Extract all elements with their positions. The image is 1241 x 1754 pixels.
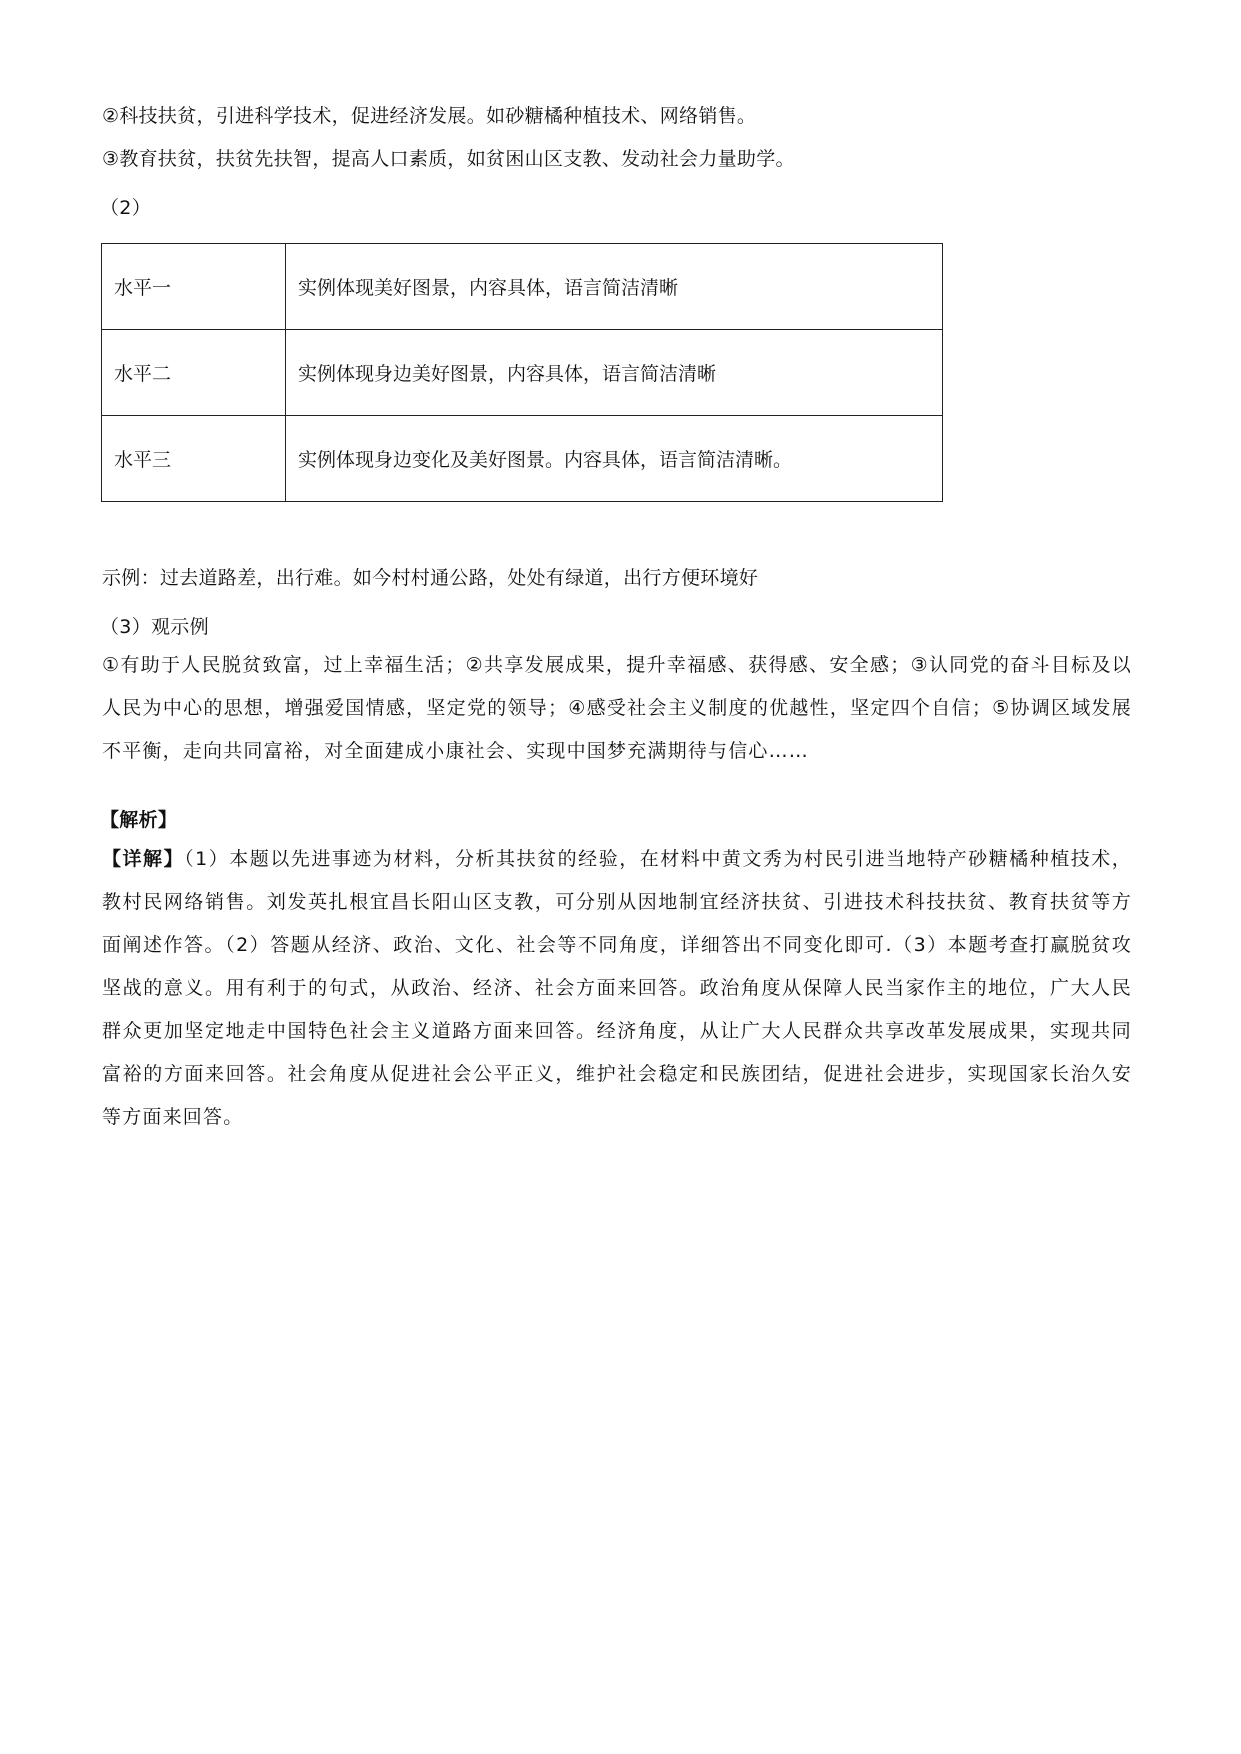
- scoring-levels-table: [101, 243, 943, 502]
- table-row: [102, 244, 943, 330]
- criteria-cell: 实例体现身边变化及美好图景。内容具体，语言简洁清晰。: [286, 416, 943, 502]
- level-cell: 水平三: [102, 416, 286, 502]
- level-cell: 水平一: [102, 244, 286, 330]
- detail-text: （1）本题以先进事迹为材料，分析其扶贫的经验，在材料中黄文秀为村民引进当地特产砂糖橘种植技术，教村民网络销售。刘发英扎根宜昌长阳山区支教，可分别从因地制宜经济扶贫、引进技术科技扶贫、教育扶贫等方面阐述作答。（2）答题从经济、政治、文化、社会等不同角度，详细答出不同变化即可.（3）本题考查打赢脱贫攻坚战的意义。用有利于的句式，从政治、经济、社会方面来回答。政治角度从保障人民当家作主的地位，广大人民群众更加坚定地走中国特色社会主义道路方面来回答。经济角度，从让广大人民群众共享改革发展成果，实现共同富裕的方面来回答。社会角度从促进社会公平正义，维护社会稳定和民族团结，促进社会进步，实现国家长治久安等方面来回答。: [102, 848, 1132, 1128]
- criteria-cell: 实例体现身边美好图景，内容具体，语言简洁清晰: [286, 330, 943, 416]
- detail-paragraph: [102, 838, 1132, 1139]
- question-3-label: （3）观示例: [100, 616, 209, 638]
- answer-education-poverty-line: ③教育扶贫，扶贫先扶智，提高人口素质，如贫困山区支教、发动社会力量助学。: [102, 148, 795, 170]
- question-3-answer: ①有助于人民脱贫致富，过上幸福生活；②共享发展成果，提升幸福感、获得感、安全感；③认同党的奋斗目标及以人民为中心的思想，增强爱国情感，坚定党的领导；④感受社会主义制度的优越性，坚定四个自信；⑤协调区域发展不平衡，走向共同富裕，对全面建成小康社会、实现中国梦充满期待与信心……: [102, 654, 1132, 762]
- question-2-label: （2）: [100, 197, 151, 219]
- table-row: [102, 330, 943, 416]
- table-row: [102, 416, 943, 502]
- analysis-heading: 【解析】: [100, 809, 178, 831]
- answer-tech-poverty-line: ②科技扶贫，引进科学技术，促进经济发展。如砂糖橘种植技术、网络销售。: [102, 105, 757, 127]
- level-cell: 水平二: [102, 330, 286, 416]
- detail-label: 【详解】: [102, 848, 185, 870]
- example-line: 示例：过去道路差，出行难。如今村村通公路，处处有绿道，出行方便环境好: [102, 567, 759, 589]
- criteria-cell: 实例体现美好图景，内容具体，语言简洁清晰: [286, 244, 943, 330]
